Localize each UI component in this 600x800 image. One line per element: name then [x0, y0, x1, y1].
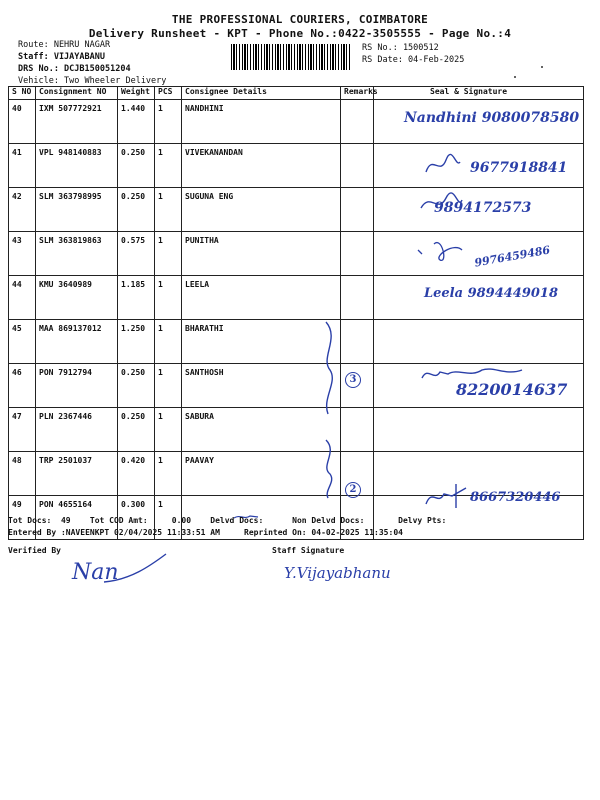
runsheet-table: [8, 86, 584, 540]
cell-consignment: VPL 948140883: [36, 144, 118, 188]
col-sno: S NO: [9, 87, 36, 100]
col-signature: Seal & Signature: [374, 87, 584, 100]
cell-remarks: [341, 232, 374, 276]
company-title: THE PROFESSIONAL COURIERS, COIMBATORE: [171, 13, 429, 26]
col-remarks: Remarks: [341, 87, 374, 100]
cell-remarks: [341, 364, 374, 408]
handwritten-signature: 8667320446: [470, 490, 561, 505]
cell-signature: [374, 188, 584, 232]
cell-sno: 40: [9, 100, 36, 144]
barcode: [231, 44, 351, 70]
cell-consignee: SANTHOSH: [182, 364, 341, 408]
cell-signature: [374, 144, 584, 188]
speck: [541, 66, 543, 68]
cell-sno: 43: [9, 232, 36, 276]
totals-line: Tot Docs: 49 Tot COD Amt: 0.00 Delvd Docs: Non Delvd Docs: Delvy Pts:: [8, 516, 447, 525]
cell-sno: 46: [9, 364, 36, 408]
rs-no-text: RS No.: 1500512: [362, 43, 439, 53]
col-consignment: Consignment NO: [36, 87, 118, 100]
cell-consignee: PAAVAY: [182, 452, 341, 496]
meta-left: [18, 39, 166, 87]
cell-consignment: PLN 2367446: [36, 408, 118, 452]
scribble-mark: [414, 236, 466, 268]
table-row: [9, 364, 584, 408]
cell-pcs: 1: [155, 452, 182, 496]
cell-pcs: 1: [155, 188, 182, 232]
cell-weight: 0.420: [118, 452, 155, 496]
table-row: [9, 276, 584, 320]
cell-weight: 1.250: [118, 320, 155, 364]
route-text: Route: NEHRU NAGAR: [18, 40, 111, 50]
cell-weight: 0.300: [118, 496, 155, 540]
cell-signature: [374, 232, 584, 276]
cell-consignee: PUNITHA: [182, 232, 341, 276]
cell-consignment: SLM 363819863: [36, 232, 118, 276]
cell-pcs: 1: [155, 364, 182, 408]
circled-number: 2: [345, 482, 361, 498]
handwritten-bracket: [312, 318, 342, 418]
cell-weight: 0.250: [118, 408, 155, 452]
cell-pcs: 1: [155, 276, 182, 320]
cell-remarks: [341, 144, 374, 188]
scribble-mark: [422, 484, 472, 510]
cell-remarks: [341, 188, 374, 232]
signature-stroke: [100, 552, 170, 588]
cell-pcs: 1: [155, 232, 182, 276]
table-row: [9, 100, 584, 144]
cell-consignee: VIVEKANANDAN: [182, 144, 341, 188]
speck: [514, 76, 516, 78]
col-weight: Weight: [118, 87, 155, 100]
cell-signature: [374, 276, 584, 320]
cell-sno: 47: [9, 408, 36, 452]
cell-remarks: [341, 408, 374, 452]
cell-signature: [374, 364, 584, 408]
cell-sno: 42: [9, 188, 36, 232]
table-header-row: [9, 87, 584, 100]
cell-sno: 44: [9, 276, 36, 320]
table-row: [9, 232, 584, 276]
cell-weight: 1.440: [118, 100, 155, 144]
handwritten-signature: 9894172573: [434, 200, 532, 216]
cell-signature: [374, 320, 584, 364]
col-consignee: Consignee Details: [182, 87, 341, 100]
staff-text: Staff: VIJAYABANU: [18, 52, 105, 62]
table-row: [9, 188, 584, 232]
rs-date-text: RS Date: 04-Feb-2025: [362, 55, 465, 65]
cell-pcs: 1: [155, 144, 182, 188]
cell-remarks: [341, 100, 374, 144]
drs-text: DRS No.: DCJB150051204: [18, 64, 131, 74]
runsheet-title: Delivery Runsheet - KPT - Phone No.:0422-3505555 - Page No.:4: [88, 27, 512, 40]
cell-consignment: KMU 3640989: [36, 276, 118, 320]
staff-signature-label: Staff Signature: [272, 546, 345, 555]
circled-number: 3: [345, 372, 361, 388]
scribble-mark: [422, 152, 462, 178]
entered-by-line: Entered By :NAVEENKPT 02/04/2025 11:33:51 AM Reprinted On: 04-02-2025 11:35:04: [8, 528, 403, 537]
meta-right: [362, 42, 464, 66]
cell-consignee: SABURA: [182, 408, 341, 452]
table-row: [9, 408, 584, 452]
cell-consignee: LEELA: [182, 276, 341, 320]
cell-consignee: BHARATHI: [182, 320, 341, 364]
handwritten-signature: Nandhini 9080078580: [404, 110, 580, 126]
table-row: [9, 320, 584, 364]
cell-weight: 0.250: [118, 188, 155, 232]
cell-consignee: NANDHINI: [182, 100, 341, 144]
cell-signature: [374, 452, 584, 496]
staff-signature: Y.Vijayabhanu: [284, 564, 391, 582]
vehicle-text: Vehicle: Two Wheeler Delivery: [18, 76, 167, 86]
cell-remarks: [341, 276, 374, 320]
cell-signature: [374, 100, 584, 144]
handwritten-signature: 9976459486: [473, 243, 552, 270]
handwritten-bracket: [312, 438, 342, 500]
cell-pcs: 1: [155, 408, 182, 452]
cell-remarks: [341, 320, 374, 364]
handwritten-signature: 9677918841: [470, 160, 568, 176]
cell-consignment: TRP 2501037: [36, 452, 118, 496]
cell-weight: 0.250: [118, 364, 155, 408]
handwritten-signature: 8220014637: [456, 380, 568, 399]
cell-sno: 41: [9, 144, 36, 188]
table-row: [9, 452, 584, 496]
handwritten-signature: Leela 9894449018: [424, 286, 559, 301]
col-pcs: PCS: [155, 87, 182, 100]
verified-by-label: Verified By: [8, 546, 61, 555]
cell-consignment: SLM 363798995: [36, 188, 118, 232]
cell-pcs: 1: [155, 320, 182, 364]
cell-consignment: PON 7912794: [36, 364, 118, 408]
cell-pcs: 1: [155, 100, 182, 144]
cell-consignment: MAA 869137012: [36, 320, 118, 364]
cell-sno: 45: [9, 320, 36, 364]
cell-weight: 1.185: [118, 276, 155, 320]
cell-sno: 49: [9, 496, 36, 540]
cell-consignment: IXM 507772921: [36, 100, 118, 144]
cell-sno: 48: [9, 452, 36, 496]
cell-weight: 0.250: [118, 144, 155, 188]
cell-consignment: PON 4655164: [36, 496, 118, 540]
verified-signature: Nan: [72, 560, 119, 585]
cell-pcs: 1: [155, 496, 182, 540]
cell-consignee: SUGUNA ENG: [182, 188, 341, 232]
cell-weight: 0.575: [118, 232, 155, 276]
cell-signature: [374, 408, 584, 452]
table-row: [9, 144, 584, 188]
